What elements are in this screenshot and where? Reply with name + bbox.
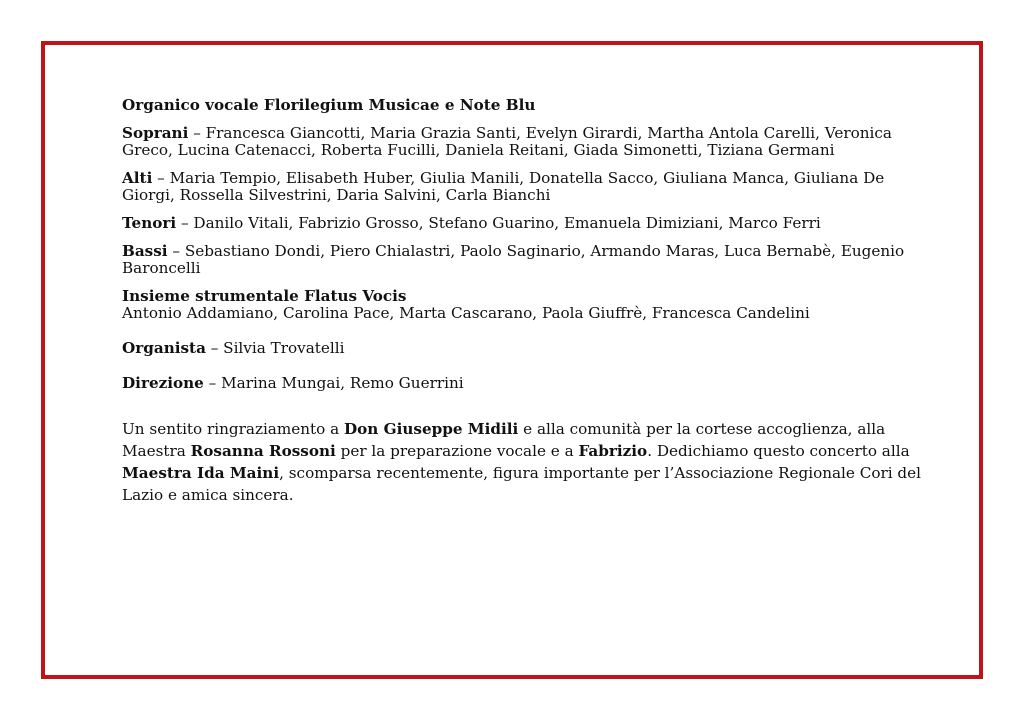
thanks-text: e alla comunità per la cortese accoglienza, alla Maestra xyxy=(122,420,886,460)
thanks-text: per la preparazione vocale e a xyxy=(335,442,579,460)
ensemble-label: Insieme strumentale Flatus Vocis xyxy=(122,287,407,305)
section-separator: – xyxy=(188,124,206,142)
organist-name: Silvia Trovatelli xyxy=(223,339,345,357)
section-names: Francesca Giancotti, Maria Grazia Santi, Evelyn Girardi, Martha Antola Carelli, Veronica Greco, Lucina Catenacci, Roberta Fucilli, Daniela Reitani, Giada Simonetti, Tiziana Germani xyxy=(122,124,892,159)
section-names: Danilo Vitali, Fabrizio Grosso, Stefano Guarino, Emanuela Dimiziani, Marco Ferri xyxy=(193,214,821,232)
direction-label: Direzione xyxy=(122,374,204,392)
direction-separator: – xyxy=(203,374,222,392)
section-tenori xyxy=(122,215,934,232)
section-names: Maria Tempio, Elisabeth Huber, Giulia Manili, Donatella Sacco, Giuliana Manca, Giuliana De Giorgi, Rossella Silvestrini, Daria Salvini, Carla Bianchi xyxy=(122,169,885,204)
thanks-text: , scomparsa recentemente, figura importante per l’Associazione Regionale Cori del Lazio e amica sincera. xyxy=(122,464,922,504)
thanks-name: Maestra Ida Maini xyxy=(122,464,280,482)
ensemble-names: Antonio Addamiano, Carolina Pace, Marta Cascarano, Paola Giuffrè, Francesca Candelini xyxy=(122,304,810,322)
thanks-name: Fabrizio xyxy=(578,442,648,460)
section-soprani xyxy=(122,125,934,159)
organist-label: Organista xyxy=(122,339,206,357)
section-label: Bassi xyxy=(122,242,168,260)
section-label: Tenori xyxy=(122,214,177,232)
section-label: Soprani xyxy=(122,124,189,142)
section-organist xyxy=(122,340,934,357)
thanks-text: Un sentito ringraziamento a xyxy=(122,420,344,438)
document-content xyxy=(122,97,934,506)
section-separator: – xyxy=(167,242,185,260)
thanks-text: . Dedichiamo questo concerto alla xyxy=(647,442,910,460)
thanks-name: Don Giuseppe Midili xyxy=(343,420,519,438)
section-alti xyxy=(122,170,934,204)
section-separator: – xyxy=(152,169,170,187)
thanks-name: Rosanna Rossoni xyxy=(190,442,336,460)
section-label: Alti xyxy=(122,169,153,187)
section-names: Sebastiano Dondi, Piero Chialastri, Paolo Saginario, Armando Maras, Luca Bernabè, Eugenio Baroncelli xyxy=(122,242,905,277)
section-ensemble xyxy=(122,288,934,322)
section-direction xyxy=(122,375,934,392)
direction-names: Marina Mungai, Remo Guerrini xyxy=(221,374,464,392)
document-title: Organico vocale Florilegium Musicae e Note Blu xyxy=(122,96,536,114)
section-separator: – xyxy=(176,214,194,232)
section-bassi xyxy=(122,243,934,277)
thanks-paragraph xyxy=(122,418,934,506)
organist-separator: – xyxy=(205,339,224,357)
